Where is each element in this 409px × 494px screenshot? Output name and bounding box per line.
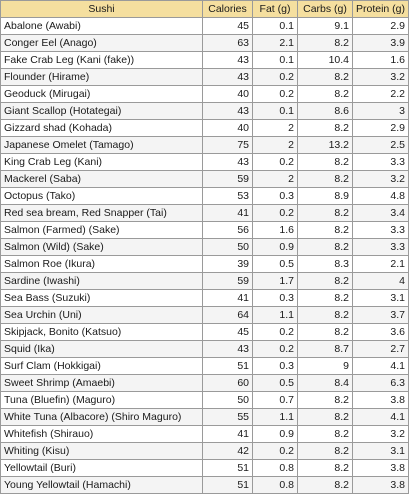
calories-cell[interactable]: 43 <box>203 103 253 120</box>
table-row <box>1 137 409 154</box>
calories-cell[interactable]: 55 <box>203 409 253 426</box>
sushi-name-cell[interactable]: Giant Scallop (Hotategai) <box>1 103 203 120</box>
carbs-cell[interactable]: 8.9 <box>298 188 353 205</box>
sushi-name-cell[interactable]: Sweet Shrimp (Amaebi) <box>1 375 203 392</box>
carbs-cell[interactable]: 8.2 <box>298 239 353 256</box>
table-body <box>1 18 409 494</box>
carbs-cell[interactable]: 8.2 <box>298 426 353 443</box>
calories-cell[interactable]: 50 <box>203 239 253 256</box>
calories-cell[interactable]: 51 <box>203 460 253 477</box>
table-row <box>1 120 409 137</box>
sushi-name-cell[interactable]: Japanese Omelet (Tamago) <box>1 137 203 154</box>
table-row <box>1 86 409 103</box>
protein-cell[interactable]: 3.3 <box>353 239 409 256</box>
sushi-name-cell[interactable]: Salmon (Wild) (Sake) <box>1 239 203 256</box>
fat-cell[interactable]: 1.1 <box>253 307 298 324</box>
sushi-name-cell[interactable]: White Tuna (Albacore) (Shiro Maguro) <box>1 409 203 426</box>
carbs-cell[interactable]: 8.2 <box>298 120 353 137</box>
table-row <box>1 358 409 375</box>
table-row <box>1 426 409 443</box>
fat-cell[interactable]: 0.1 <box>253 103 298 120</box>
fat-cell[interactable]: 0.2 <box>253 341 298 358</box>
table-row <box>1 443 409 460</box>
carbs-cell[interactable]: 8.2 <box>298 273 353 290</box>
carbs-cell[interactable]: 8.2 <box>298 460 353 477</box>
carbs-cell[interactable]: 9 <box>298 358 353 375</box>
carbs-cell[interactable]: 13.2 <box>298 137 353 154</box>
calories-cell[interactable]: 40 <box>203 120 253 137</box>
protein-cell[interactable]: 3.4 <box>353 205 409 222</box>
sushi-name-cell[interactable]: Red sea bream, Red Snapper (Tai) <box>1 205 203 222</box>
carbs-cell[interactable]: 8.2 <box>298 324 353 341</box>
carbs-cell[interactable]: 8.2 <box>298 443 353 460</box>
protein-cell[interactable]: 2.7 <box>353 341 409 358</box>
table-row <box>1 307 409 324</box>
calories-cell[interactable]: 41 <box>203 426 253 443</box>
sushi-name-cell[interactable]: Sea Urchin (Uni) <box>1 307 203 324</box>
calories-cell[interactable]: 43 <box>203 154 253 171</box>
protein-cell[interactable]: 2.9 <box>353 120 409 137</box>
carbs-cell[interactable]: 8.2 <box>298 307 353 324</box>
carbs-cell[interactable]: 8.2 <box>298 409 353 426</box>
table-row <box>1 477 409 494</box>
calories-cell[interactable]: 39 <box>203 256 253 273</box>
calories-cell[interactable]: 59 <box>203 171 253 188</box>
protein-cell[interactable]: 3 <box>353 103 409 120</box>
protein-cell[interactable]: 3.7 <box>353 307 409 324</box>
protein-cell[interactable]: 3.6 <box>353 324 409 341</box>
fat-cell[interactable]: 2 <box>253 137 298 154</box>
carbs-cell[interactable]: 8.2 <box>298 222 353 239</box>
table-row <box>1 52 409 69</box>
calories-cell[interactable]: 43 <box>203 69 253 86</box>
fat-cell[interactable]: 0.1 <box>253 52 298 69</box>
calories-cell[interactable]: 45 <box>203 18 253 35</box>
calories-cell[interactable]: 63 <box>203 35 253 52</box>
carbs-cell[interactable]: 10.4 <box>298 52 353 69</box>
fat-cell[interactable]: 0.2 <box>253 154 298 171</box>
protein-cell[interactable]: 2.1 <box>353 256 409 273</box>
sushi-name-cell[interactable]: Gizzard shad (Kohada) <box>1 120 203 137</box>
column-header-calories[interactable]: Calories <box>203 1 253 18</box>
protein-cell[interactable]: 3.1 <box>353 290 409 307</box>
protein-cell[interactable]: 4.1 <box>353 409 409 426</box>
column-header-carbs[interactable]: Carbs (g) <box>298 1 353 18</box>
protein-cell[interactable]: 1.6 <box>353 52 409 69</box>
protein-cell[interactable]: 4 <box>353 273 409 290</box>
calories-cell[interactable]: 42 <box>203 443 253 460</box>
fat-cell[interactable]: 0.3 <box>253 290 298 307</box>
fat-cell[interactable]: 2.1 <box>253 35 298 52</box>
table-row <box>1 18 409 35</box>
protein-cell[interactable]: 2.9 <box>353 18 409 35</box>
sushi-name-cell[interactable]: Tuna (Bluefin) (Maguro) <box>1 392 203 409</box>
sushi-name-cell[interactable]: King Crab Leg (Kani) <box>1 154 203 171</box>
column-header-protein[interactable]: Protein (g) <box>353 1 409 18</box>
protein-cell[interactable]: 3.8 <box>353 460 409 477</box>
calories-cell[interactable]: 40 <box>203 86 253 103</box>
fat-cell[interactable]: 0.3 <box>253 358 298 375</box>
carbs-cell[interactable]: 8.2 <box>298 392 353 409</box>
sushi-name-cell[interactable]: Sardine (Iwashi) <box>1 273 203 290</box>
sushi-name-cell[interactable]: Mackerel (Saba) <box>1 171 203 188</box>
protein-cell[interactable]: 3.2 <box>353 171 409 188</box>
table-row <box>1 103 409 120</box>
sushi-name-cell[interactable]: Salmon (Farmed) (Sake) <box>1 222 203 239</box>
calories-cell[interactable]: 45 <box>203 324 253 341</box>
carbs-cell[interactable]: 8.4 <box>298 375 353 392</box>
sushi-name-cell[interactable]: Fake Crab Leg (Kani (fake)) <box>1 52 203 69</box>
table-row <box>1 409 409 426</box>
fat-cell[interactable]: 2 <box>253 171 298 188</box>
sushi-name-cell[interactable]: Young Yellowtail (Hamachi) <box>1 477 203 494</box>
table-header <box>1 1 409 18</box>
sushi-name-cell[interactable]: Squid (Ika) <box>1 341 203 358</box>
table-row <box>1 69 409 86</box>
calories-cell[interactable]: 75 <box>203 137 253 154</box>
carbs-cell[interactable]: 8.7 <box>298 341 353 358</box>
protein-cell[interactable]: 3.8 <box>353 392 409 409</box>
table-row <box>1 239 409 256</box>
fat-cell[interactable]: 0.5 <box>253 256 298 273</box>
fat-cell[interactable]: 0.7 <box>253 392 298 409</box>
calories-cell[interactable]: 43 <box>203 52 253 69</box>
calories-cell[interactable]: 64 <box>203 307 253 324</box>
column-header-sushi[interactable]: Sushi <box>1 1 203 18</box>
protein-cell[interactable]: 2.2 <box>353 86 409 103</box>
protein-cell[interactable]: 6.3 <box>353 375 409 392</box>
protein-cell[interactable]: 3.2 <box>353 69 409 86</box>
sushi-name-cell[interactable]: Whitefish (Shirauo) <box>1 426 203 443</box>
fat-cell[interactable]: 2 <box>253 120 298 137</box>
calories-cell[interactable]: 51 <box>203 358 253 375</box>
table-row <box>1 171 409 188</box>
table-row <box>1 273 409 290</box>
sushi-name-cell[interactable]: Flounder (Hirame) <box>1 69 203 86</box>
calories-cell[interactable]: 51 <box>203 477 253 494</box>
table-row <box>1 392 409 409</box>
sushi-name-cell[interactable]: Conger Eel (Anago) <box>1 35 203 52</box>
carbs-cell[interactable]: 8.2 <box>298 171 353 188</box>
table-row <box>1 341 409 358</box>
calories-cell[interactable]: 41 <box>203 205 253 222</box>
calories-cell[interactable]: 41 <box>203 290 253 307</box>
fat-cell[interactable]: 0.2 <box>253 86 298 103</box>
table-row <box>1 35 409 52</box>
protein-cell[interactable]: 3.3 <box>353 222 409 239</box>
table-row <box>1 460 409 477</box>
calories-cell[interactable]: 59 <box>203 273 253 290</box>
protein-cell[interactable]: 3.1 <box>353 443 409 460</box>
carbs-cell[interactable]: 8.2 <box>298 477 353 494</box>
protein-cell[interactable]: 2.5 <box>353 137 409 154</box>
protein-cell[interactable]: 3.8 <box>353 477 409 494</box>
sushi-name-cell[interactable]: Skipjack, Bonito (Katsuo) <box>1 324 203 341</box>
fat-cell[interactable]: 1.1 <box>253 409 298 426</box>
calories-cell[interactable]: 53 <box>203 188 253 205</box>
column-header-fat[interactable]: Fat (g) <box>253 1 298 18</box>
sushi-name-cell[interactable]: Abalone (Awabi) <box>1 18 203 35</box>
fat-cell[interactable]: 0.8 <box>253 477 298 494</box>
table-row <box>1 324 409 341</box>
calories-cell[interactable]: 50 <box>203 392 253 409</box>
sushi-name-cell[interactable]: Salmon Roe (Ikura) <box>1 256 203 273</box>
sushi-name-cell[interactable]: Octopus (Tako) <box>1 188 203 205</box>
table-row <box>1 375 409 392</box>
sushi-name-cell[interactable]: Surf Clam (Hokkigai) <box>1 358 203 375</box>
table-row <box>1 222 409 239</box>
table-row <box>1 256 409 273</box>
calories-cell[interactable]: 60 <box>203 375 253 392</box>
fat-cell[interactable]: 0.9 <box>253 426 298 443</box>
fat-cell[interactable]: 0.3 <box>253 188 298 205</box>
protein-cell[interactable]: 3.3 <box>353 154 409 171</box>
carbs-cell[interactable]: 9.1 <box>298 18 353 35</box>
sushi-name-cell[interactable]: Sea Bass (Suzuki) <box>1 290 203 307</box>
header-row <box>1 1 409 18</box>
sushi-name-cell[interactable]: Yellowtail (Buri) <box>1 460 203 477</box>
fat-cell[interactable]: 0.2 <box>253 443 298 460</box>
table-row <box>1 205 409 222</box>
carbs-cell[interactable]: 8.2 <box>298 69 353 86</box>
carbs-cell[interactable]: 8.2 <box>298 35 353 52</box>
fat-cell[interactable]: 0.2 <box>253 324 298 341</box>
fat-cell[interactable]: 1.7 <box>253 273 298 290</box>
carbs-cell[interactable]: 8.2 <box>298 86 353 103</box>
calories-cell[interactable]: 56 <box>203 222 253 239</box>
table-row <box>1 154 409 171</box>
carbs-cell[interactable]: 8.2 <box>298 290 353 307</box>
carbs-cell[interactable]: 8.3 <box>298 256 353 273</box>
protein-cell[interactable]: 3.9 <box>353 35 409 52</box>
protein-cell[interactable]: 3.2 <box>353 426 409 443</box>
carbs-cell[interactable]: 8.2 <box>298 154 353 171</box>
sushi-name-cell[interactable]: Whiting (Kisu) <box>1 443 203 460</box>
fat-cell[interactable]: 0.5 <box>253 375 298 392</box>
fat-cell[interactable]: 0.2 <box>253 205 298 222</box>
table-row <box>1 290 409 307</box>
fat-cell[interactable]: 1.6 <box>253 222 298 239</box>
sushi-name-cell[interactable]: Geoduck (Mirugai) <box>1 86 203 103</box>
calories-cell[interactable]: 43 <box>203 341 253 358</box>
carbs-cell[interactable]: 8.6 <box>298 103 353 120</box>
carbs-cell[interactable]: 8.2 <box>298 205 353 222</box>
fat-cell[interactable]: 0.1 <box>253 18 298 35</box>
protein-cell[interactable]: 4.8 <box>353 188 409 205</box>
fat-cell[interactable]: 0.9 <box>253 239 298 256</box>
fat-cell[interactable]: 0.8 <box>253 460 298 477</box>
protein-cell[interactable]: 4.1 <box>353 358 409 375</box>
table-row <box>1 188 409 205</box>
fat-cell[interactable]: 0.2 <box>253 69 298 86</box>
